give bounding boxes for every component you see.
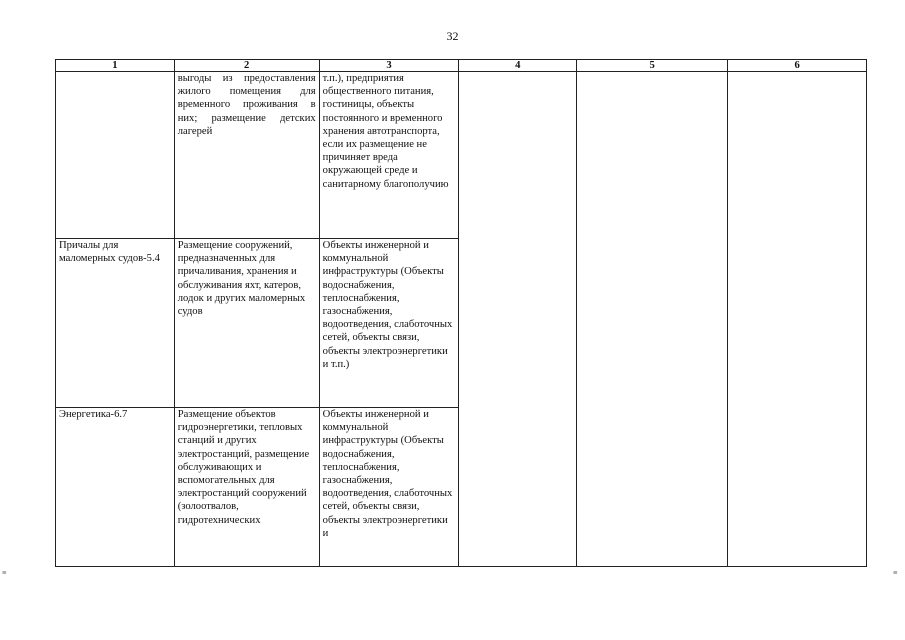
cell-auxiliary-uses: т.п.), предприятия общественного питания, гостиницы, объекты постоянного и временного хранения автотранспорта, если их размещение не причиняет вреда окружающей среде и санитарному благополучию bbox=[319, 72, 459, 239]
cell-use-name: Причалы для маломерных судов-5.4 bbox=[56, 239, 175, 408]
header-col-4: 4 bbox=[459, 60, 577, 72]
cell-use-description: выгоды из предоставления жилого помещения для временного проживания в них; размещение детских лагерей bbox=[174, 72, 319, 239]
header-col-5: 5 bbox=[577, 60, 728, 72]
cell-use-name: Энергетика-6.7 bbox=[56, 408, 175, 567]
cell-use-description: Размещение сооружений, предназначенных для причаливания, хранения и обслуживания яхт, катеров, лодок и других маломерных судов bbox=[174, 239, 319, 408]
table-header-row bbox=[56, 60, 867, 72]
cell-col-4 bbox=[459, 72, 577, 567]
cell-auxiliary-uses: Объекты инженерной и коммунальной инфраструктуры (Объекты водоснабжения, теплоснабжения, газоснабжения, водоотведения, слаботочных сетей, объекты связи, объекты электроэнергетики и bbox=[319, 408, 459, 567]
header-col-3: 3 bbox=[319, 60, 459, 72]
page-number: 32 bbox=[446, 29, 459, 43]
cell-col-5 bbox=[577, 72, 728, 567]
header-col-2: 2 bbox=[174, 60, 319, 72]
cell-use-name bbox=[56, 72, 175, 239]
table-row bbox=[56, 72, 867, 239]
cell-auxiliary-uses: Объекты инженерной и коммунальной инфраструктуры (Объекты водоснабжения, теплоснабжения, газоснабжения, водоотведения, слаботочных сетей, объекты связи, объекты электроэнергетики и т.п.) bbox=[319, 239, 459, 408]
scan-margin-mark-left: ≡ bbox=[2, 568, 7, 577]
header-col-6: 6 bbox=[728, 60, 867, 72]
scan-margin-mark-right: ≡ bbox=[893, 568, 898, 577]
header-col-1: 1 bbox=[56, 60, 175, 72]
cell-use-description: Размещение объектов гидроэнергетики, тепловых станций и других электростанций, размещение обслуживающих и вспомогательных для электростанций сооружений (золоотвалов, гидротехнических bbox=[174, 408, 319, 567]
zoning-table bbox=[55, 59, 867, 567]
cell-col-6 bbox=[728, 72, 867, 567]
